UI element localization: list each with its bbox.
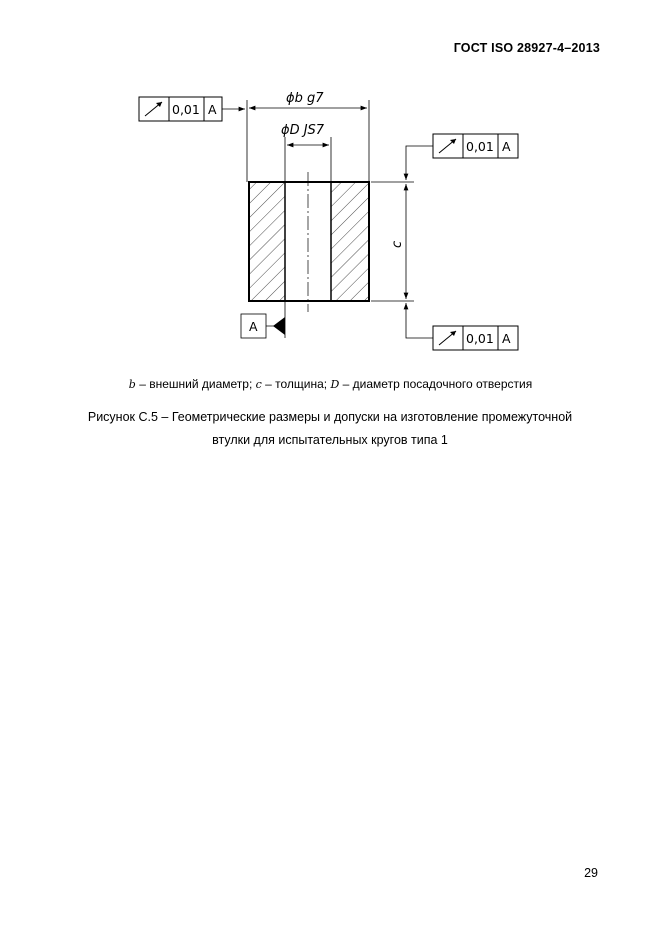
tolerance-datum: A — [502, 139, 511, 154]
tolerance-frame-bottom-right — [406, 303, 518, 350]
outer-diameter-label: ϕb g7 — [286, 91, 324, 106]
legend-d-text: – диаметр посадочного отверстия — [342, 377, 533, 391]
bushing-section — [249, 172, 369, 312]
tolerance-frame-top-left — [139, 97, 245, 121]
datum-feature — [241, 301, 285, 338]
inner-diameter-label: ϕD JS7 — [281, 123, 325, 138]
caption-line-2: втулки для испытательных кругов типа 1 — [212, 433, 448, 447]
datum-triangle-icon — [273, 317, 285, 335]
datum-label: A — [249, 319, 258, 334]
tolerance-value: 0,01 — [172, 102, 200, 117]
legend-d-symbol: D — [330, 378, 340, 391]
tolerance-datum: A — [208, 102, 217, 117]
tolerance-frame-top-right — [406, 134, 518, 180]
figure-caption — [60, 406, 600, 452]
thickness-label: c — [390, 240, 405, 248]
tolerance-value: 0,01 — [466, 331, 494, 346]
symbol-legend — [0, 377, 661, 391]
thickness-dimension — [371, 182, 414, 301]
document-header: ГОСТ ISO 28927-4–2013 — [453, 41, 600, 55]
legend-c-text: – толщина; — [265, 377, 328, 391]
tolerance-value: 0,01 — [466, 139, 494, 154]
legend-b-text: – внешний диаметр; — [139, 377, 253, 391]
tolerance-datum: A — [502, 331, 511, 346]
page-number: 29 — [584, 866, 598, 880]
legend-c-symbol: c — [255, 378, 262, 391]
legend-b-symbol: b — [128, 378, 136, 391]
inner-diameter-dimension — [281, 123, 331, 182]
caption-line-1: Рисунок С.5 – Геометрические размеры и допуски на изготовление промежуточной — [87, 410, 573, 424]
